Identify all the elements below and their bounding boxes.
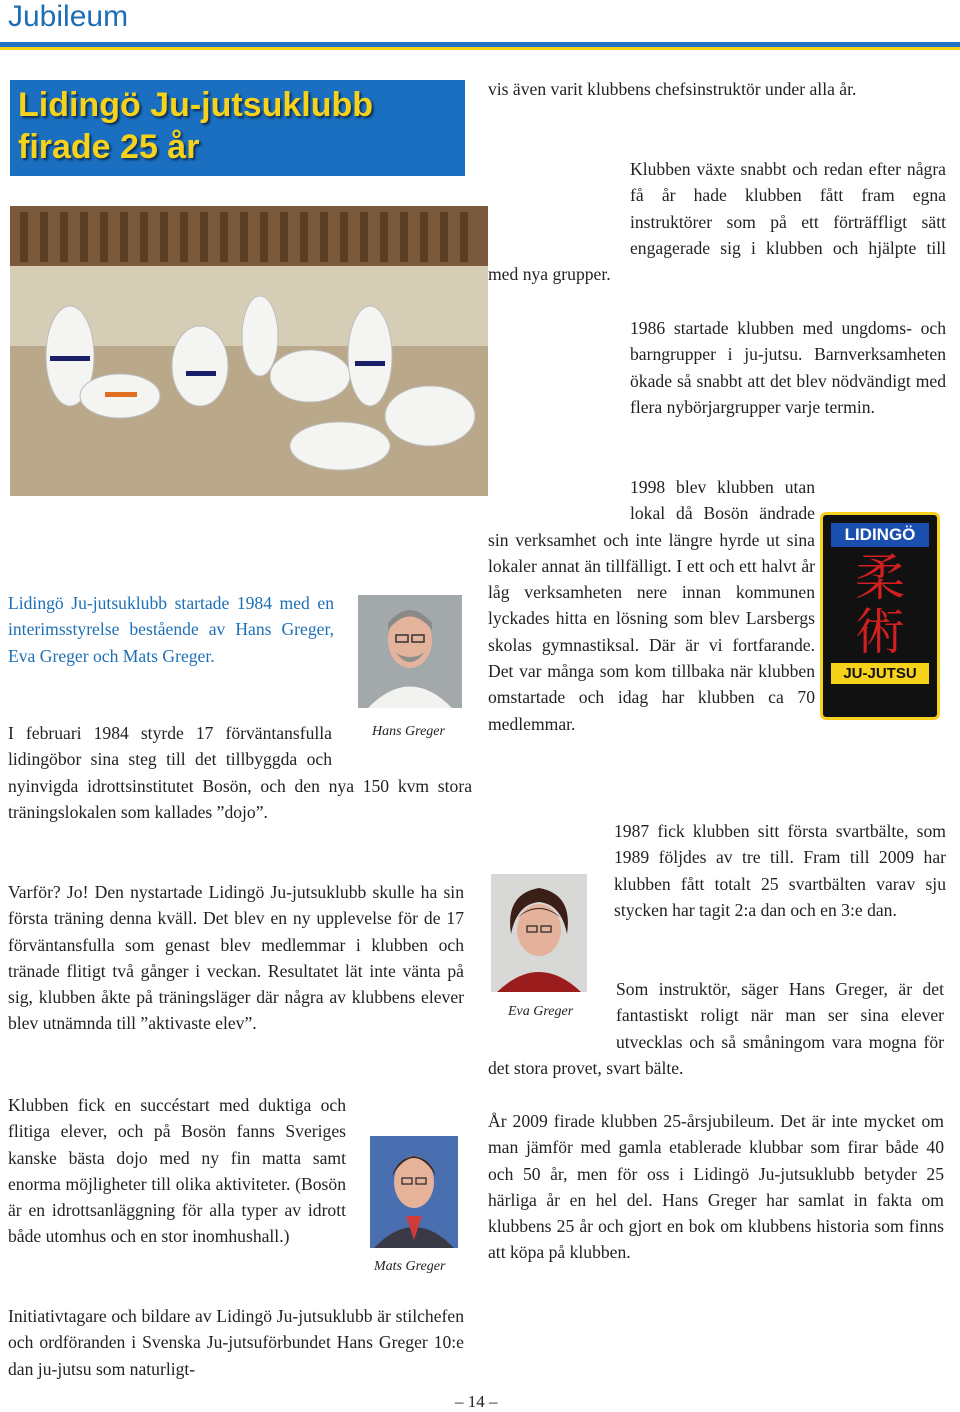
left-paragraph-1-text: I februari 1984 styrde 17 förväntansfulla lidingöbor sina steg till det tillbyggda och nyinvigda idrottsinstitutet Bosön, och den nya 150 kvm stora träningslokalen som kallades ”dojo”.	[8, 723, 472, 822]
logo-bottom-text: JU-JUTSU	[831, 663, 929, 684]
right-paragraph-5-text: 1987 fick klubben sitt första svartbälte, som 1989 följdes av tre till. Fram till 2009 har klubben fått totalt 25 svartbälten varav sju stycken har tagit 2:a dan och en 3:e dan.	[614, 821, 946, 920]
caption-eva: Eva Greger	[508, 1004, 574, 1019]
right-paragraph-7: År 2009 firade klubben 25-årsjubileum. Det är inte mycket om man jämför med gamla etablerade klubbar som firar både 40 och 50 år, men för oss i Lidingö Ju-jutsuklubb betyder 25 härliga år en hel del. Hans Greger har samlat in fakta om klubbens 25 år och gjort en bok om klubbens historia som finns att köpa på klubben.	[488, 1111, 944, 1263]
logo-kanji-1: 柔	[855, 549, 905, 607]
page-number: – 14 –	[455, 1392, 498, 1411]
club-logo	[820, 512, 940, 720]
headline-line-1: Lidingö Ju-jutsuklubb	[18, 86, 374, 124]
lead-paragraph: Lidingö Ju-jutsuklubb startade 1984 med en interimsstyrelse bestående av Hans Greger, Eva Greger och Mats Greger.	[8, 593, 334, 666]
left-paragraph-1	[8, 720, 472, 825]
right-paragraph-3: 1986 startade klubben med ungdoms- och barngrupper i ju-jutsu. Barnverksamheten ökade så snabbt att det blev nödvändigt med flera nybörjargrupper varje termin.	[630, 318, 946, 417]
section-title: Jubileum	[8, 0, 129, 33]
right-paragraph-2-text: Klubben växte snabbt och redan efter några få år hade klubben fått fram egna instruktörer som på ett förträffligt sätt engagerade sig i klubben och hjälpte till med nya grupper.	[488, 159, 946, 285]
right-paragraph-6	[488, 976, 944, 1081]
headline-line-2: firade 25 år	[18, 128, 200, 166]
eva-greger-portrait	[491, 874, 587, 992]
logo-top-text: LIDINGÖ	[831, 523, 929, 547]
right-paragraph-4-text: 1998 blev klubben utan lokal då Bosön ändrade sin verksamhet och inte längre hyrde ut sina lokaler annat än tillfälligt. I ett och ett halvt år låg verksamheten nere innan kommunen lyckades hitta en lösning som blev Larsbergs skolas gymnastiksal. Där är vi fortfarande. Det var många som kom tillbaka när klubben omstartade och idag har klubben ca 70 medlemmar.	[488, 477, 815, 734]
caption-hans: Hans Greger	[372, 724, 445, 739]
logo-kanji-2: 術	[855, 603, 905, 661]
right-paragraph-2	[488, 156, 946, 287]
mats-greger-portrait	[370, 1136, 458, 1248]
hans-greger-portrait	[358, 595, 462, 708]
headline	[18, 84, 458, 168]
right-paragraph-6-text: Som instruktör, säger Hans Greger, är det fantastiskt roligt när man ser sina elever utvecklas och så småningom vara mogna för det stora provet, svart bälte.	[488, 979, 944, 1078]
right-paragraph-1: vis även varit klubbens chefsinstruktör under alla år.	[488, 79, 857, 99]
left-paragraph-4: Initiativtagare och bildare av Lidingö Ju-jutsuklubb är stilchefen och ordföranden i Svenska Ju-jutsuförbundet Hans Greger 10:e dan ju-jutsu som naturligt-	[8, 1306, 464, 1379]
training-photo	[10, 206, 488, 496]
left-paragraph-2: Varför? Jo! Den nystartade Lidingö Ju-jutsuklubb skulle ha sin första träning denna kväll. Det blev en ny upplevelse för de 17 förväntansfulla som genast blev medlemmar i klubben och tränade flitigt två gånger i veckan. Resultatet lät inte vänta på sig, klubben åkte på träningsläger där några av klubbens elever blev utnämnda till ”aktivaste elev”.	[8, 882, 464, 1034]
left-paragraph-3-text: Klubben fick en succéstart med duktiga och flitiga elever, och på Bosön fanns Sveriges kanske bästa dojo med ny fin matta samt enorma möjligheter till olika aktiviteter. (Bosön är en idrottsanläggning för alla typer av idrott både utomhus och en stor inomhushall.)	[8, 1095, 346, 1247]
header-stripe-yellow	[0, 47, 960, 50]
caption-mats: Mats Greger	[374, 1259, 446, 1274]
